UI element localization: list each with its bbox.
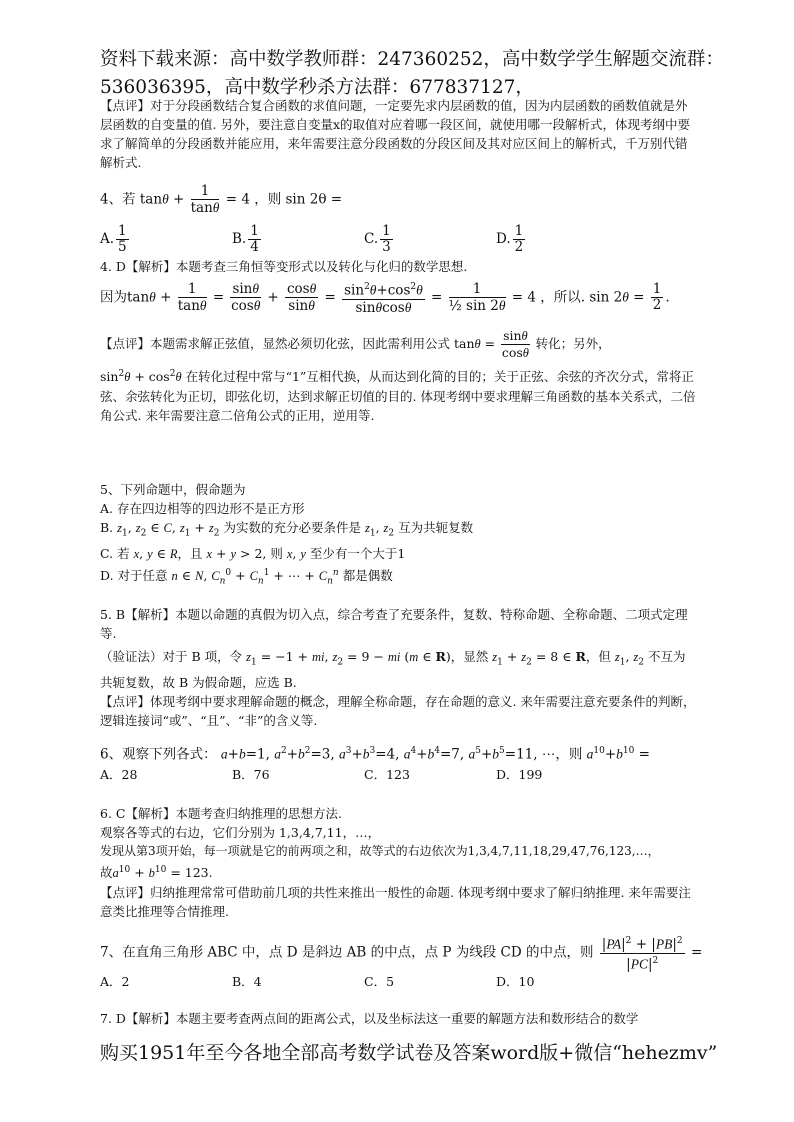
q6-line-3: 故$a^{10} + b^{10} = 123$. <box>100 864 213 880</box>
q7-options <box>100 972 696 991</box>
q7-stem: 7、在直角三角形 ABC 中，点 D 是斜边 AB 的中点，点 P 为线段 CD 的中点，则 $\frac{|PA|^2 + |PB|^2}{|PC|^2}$ = <box>100 936 703 972</box>
q6-option-d: D．199 <box>496 766 543 782</box>
q4-comment-line1: 【点评】本题需求解正弦值，显然必须切化弦，因此需利用公式 tanθ = $\frac{\sin\theta}{\cos\theta}$ 转化；另外， <box>100 327 611 360</box>
question-6 <box>100 742 696 921</box>
q4-option-b: B. $\frac{1}{4}$ <box>232 223 259 255</box>
q4-comment-line2: $\sin^2\theta + \cos^2\theta$ 在转化过程中常与“1”互相代换，从而达到化简的目的；关于正弦、余弦的齐次分式，常将正弦、余弦转化为正切，即弦化切，达到求解正切值的目的. 体现考纲中要求理解三角函数的基本关系式，二倍角公式. 来年需要注意二倍角公式的正用，逆用等. <box>100 368 696 423</box>
q7-option-c: C．5 <box>364 974 395 989</box>
q4-calculation: 因为tanθ + $\frac{1}{\tan\theta}$ = $\frac{\sin\theta}{\cos\theta}$ + $\frac{\cos\theta}{\sin\theta}$ = $\frac{\sin^2\theta+\cos^2\theta}{\sin\theta\cos\theta}$ = $\frac{1}{\text{½ sin 2θ}}$ = 4 ，所以. sin 2θ = $\frac{1}{2}$ . <box>100 280 670 316</box>
q7-option-b: B．4 <box>232 974 262 989</box>
q5-option-a: A. 存在四边相等的四边形不是正方形 <box>100 501 305 516</box>
q7-option-a: A．2 <box>100 974 130 989</box>
q4-answer: 4. D【解析】本题考查三角恒等变形式以及转化与化归的数学思想. <box>100 259 468 274</box>
q5-option-b: B. $z_1$, $z_2$ ∈ C, $z_1 + z_2$ 为实数的充分必要条件是 $z_1$, $z_2$ 互为共轭复数 <box>100 520 474 539</box>
q5-stem: 5、下列命题中，假命题为 <box>100 482 246 497</box>
promo-footer: 购买1951年至今各地全部高考数学试卷及答案word版+微信“hehezmv” <box>100 1042 718 1064</box>
q4-stem: 4、若 tanθ + $\frac{1}{\tan\theta}$ = 4 ，则 sin 2θ = <box>100 183 343 216</box>
q4-options <box>100 224 696 255</box>
question-7 <box>100 934 703 1028</box>
q5-answer: 5. B【解析】本题以命题的真假为切入点，综合考查了充要条件，复数、特称命题、全称命题、二项式定理等. <box>100 607 688 642</box>
q4-option-c: C. $\frac{1}{3}$ <box>364 223 391 255</box>
q6-answer: 6. C【解析】本题考查归纳推理的思想方法. <box>100 805 342 821</box>
q5-verify: （验证法）对于 B 项，令 $z_1 = -1$ + mi, $z_2 = 9$ − mi (m ∈ R)，显然 $z_1 + z_2 = 8$ ∈ R，但 $z_1$, $z_2$ 不互为 <box>100 649 686 668</box>
q6-option-c: C．123 <box>364 766 410 782</box>
source-header <box>100 46 724 102</box>
q4-option-a: A. $\frac{1}{5}$ <box>100 223 127 255</box>
q5-option-d: D. 对于任意 n ∈ N, $C_n^0 + C_n^1$ + ⋯ + $C_n^n$ 都是偶数 <box>100 567 393 587</box>
q4-option-d: D. $\frac{1}{2}$ <box>496 223 524 255</box>
header-line-2: 536036395，高中数学秒杀方法群：677837127， <box>100 77 534 98</box>
q6-comment: 【点评】归纳推理常常可借助前几项的共性来推出一般性的命题. 体现考纲中要求了解归纳推理. 来年需要注意类比推理等合情推理. <box>100 884 691 919</box>
q5-verify-2: 共轭复数，故 B 为假命题，应选 B. <box>100 674 297 690</box>
q6-option-b: B．76 <box>232 766 270 782</box>
q6-line-2: 发现从第3项开始，每一项就是它的前两项之和，故等式的右边依次为1,3,4,7,11,18,29,47,76,123,…， <box>100 843 660 858</box>
q7-answer: 7. D【解析】本题主要考查两点间的距离公式，以及坐标法这一重要的解题方法和数形结合的数学 <box>100 1011 639 1026</box>
q6-option-a: A．28 <box>100 766 138 782</box>
q5-comment: 【点评】体现考纲中要求理解命题的概念，理解全称命题，存在命题的意义. 来年需要注意充要条件的判断，逻辑连接词“或”、“且”、“非”的含义等. <box>100 693 696 728</box>
q6-stem: 6、观察下列各式： a+b=1, $a^2+b^2=3$, $a^3+b^3=4$, $a^4+b^4=7$, $a^5+b^5=11$, ⋯，则 $a^{10}+b^{10}$ = <box>100 746 650 763</box>
intro-comment: 【点评】对于分段函数结合复合函数的求值问题，一定要先求内层函数的值，因为内层函数的函数值就是外层函数的自变量的值. 另外，要注意自变量x的取值对应着哪一段区间，就使用哪一段解析式，体现考纲中要求了解简单的分段函数并能应用，来年需要注意分段函数的分段区间及其对应区间上的解析式，千万别代错解析式. <box>100 98 690 170</box>
header-line-1: 资料下载来源：高中数学教师群：247360252，高中数学学生解题交流群： <box>100 49 724 70</box>
question-5 <box>100 480 696 730</box>
q6-options <box>100 765 696 784</box>
q7-option-d: D．10 <box>496 974 535 989</box>
question-4 <box>100 184 696 425</box>
q6-line-1: 观察各等式的右边，它们分别为 1,3,4,7,11，…， <box>100 824 381 840</box>
q5-option-c: C. 若 x, y ∈ R，且 x + y > 2, 则 x, y 至少有一个大于1 <box>100 545 406 561</box>
